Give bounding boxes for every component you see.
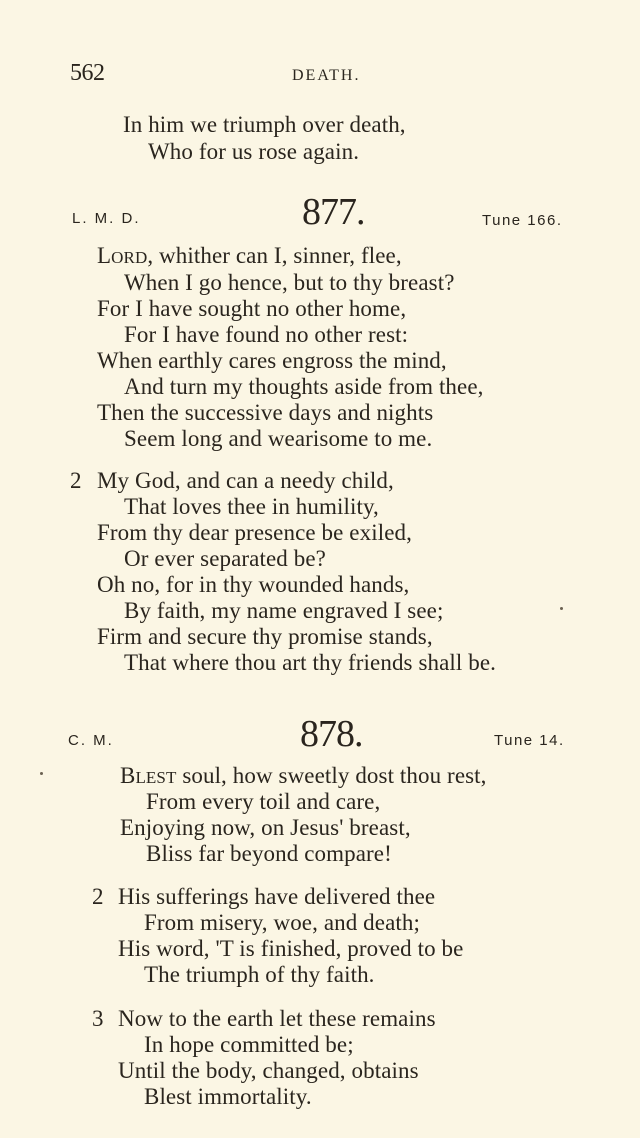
verse-line: Then the successive days and nights — [97, 400, 434, 425]
verse-line: Seem long and wearisome to me. — [124, 426, 433, 451]
verse-line: The triumph of thy faith. — [144, 962, 375, 987]
first-line-rest: soul, how sweetly dost thou rest, — [176, 763, 487, 788]
running-title: DEATH. — [292, 67, 361, 84]
hymn-877-number: 877. — [302, 191, 365, 233]
verse-line: When earthly cares engross the mind, — [97, 348, 447, 373]
carryover-line-2: Who for us rose again. — [148, 139, 360, 164]
hymn-878-tune: Tune 14. — [494, 732, 565, 749]
verse-line: For I have found no other rest: — [124, 322, 409, 347]
first-word-capital: B — [120, 763, 136, 788]
first-word-capital: L — [97, 243, 112, 268]
verse-line: In hope committed be; — [144, 1032, 354, 1057]
stanza-number: 2 — [70, 468, 82, 493]
verse-line: My God, and can a needy child, — [97, 468, 394, 493]
verse-line: His sufferings have delivered thee — [118, 884, 436, 909]
verse-line: From misery, woe, and death; — [144, 910, 420, 935]
print-speck — [40, 772, 43, 775]
page-number: 562 — [70, 60, 105, 86]
hymn-877-first-line — [97, 243, 402, 269]
verse-line: Oh no, for in thy wounded hands, — [97, 572, 410, 597]
first-line-rest: , whither can I, sinner, flee, — [147, 243, 402, 268]
stanza-number: 2 — [92, 884, 104, 909]
stanza-number: 3 — [92, 1006, 104, 1031]
hymn-878-first-line — [120, 763, 487, 789]
verse-line: Enjoying now, on Jesus' breast, — [120, 815, 411, 840]
carryover-line-1: In him we triumph over death, — [123, 112, 406, 137]
hymn-878-meter: C. M. — [68, 732, 114, 749]
verse-line: For I have sought no other home, — [97, 296, 407, 321]
verse-line: Firm and secure thy promise stands, — [97, 624, 433, 649]
verse-line: Now to the earth let these remains — [118, 1006, 436, 1031]
verse-line: That loves thee in humility, — [124, 494, 379, 519]
first-word-small-caps: ORD — [111, 248, 148, 267]
verse-line: Until the body, changed, obtains — [118, 1058, 419, 1083]
verse-line: Bliss far beyond compare! — [146, 841, 392, 866]
hymn-878-number: 878. — [300, 713, 363, 755]
verse-line: Blest immortality. — [144, 1084, 312, 1109]
verse-line: And turn my thoughts aside from thee, — [124, 374, 484, 399]
verse-line: That where thou art thy friends shall be. — [124, 650, 496, 675]
verse-line: When I go hence, but to thy breast? — [124, 270, 455, 295]
print-speck — [560, 607, 563, 610]
verse-line: Or ever separated be? — [124, 546, 326, 571]
verse-line: From thy dear presence be exiled, — [97, 520, 412, 545]
first-word-small-caps: LEST — [135, 768, 177, 787]
verse-line: His word, 'T is finished, proved to be — [118, 936, 464, 961]
verse-line: From every toil and care, — [146, 789, 381, 814]
hymn-877-tune: Tune 166. — [482, 212, 563, 229]
hymn-877-meter: L. M. D. — [72, 210, 141, 227]
verse-line: By faith, my name engraved I see; — [124, 598, 444, 623]
